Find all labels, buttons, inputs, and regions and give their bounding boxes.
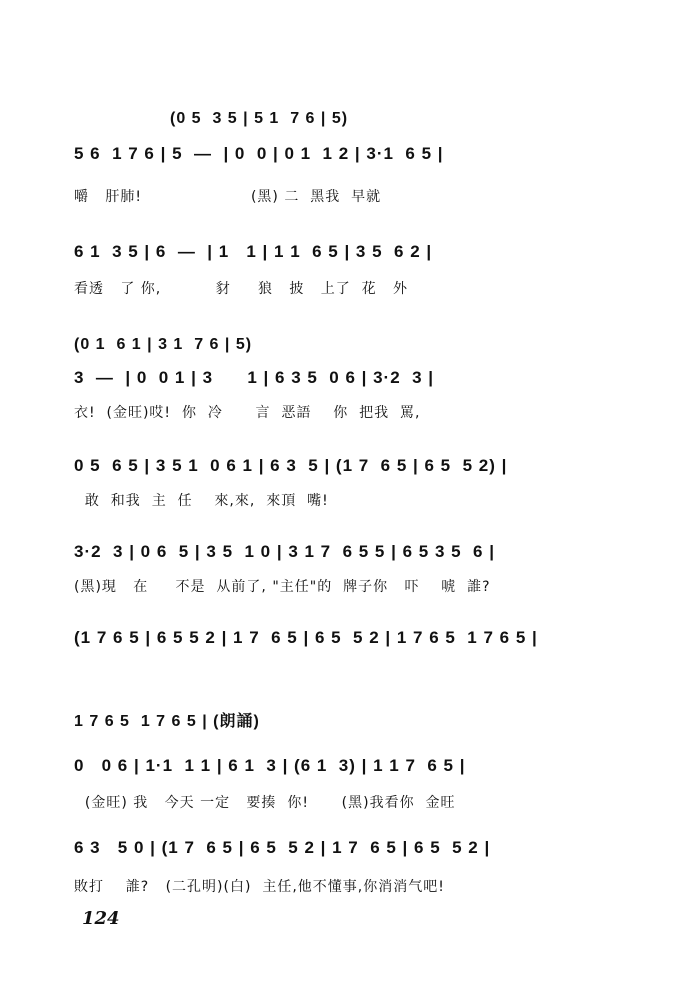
lyrics-line: 看透 了 你, 豺 狼 披 上了 花 外 bbox=[74, 281, 408, 297]
upper-notes: 1 7 6 5 1 7 6 5 | (朗誦) bbox=[74, 713, 260, 730]
lyrics-line: 衣! (金旺)哎! 你 冷 言 恶語 你 把我 罵, bbox=[74, 405, 421, 421]
notes-line: (1 7 6 5 | 6 5 5 2 | 1 7 6 5 | 6 5 5 2 | 1 7 6 5 1 7 6 5 | bbox=[74, 628, 538, 647]
notes-line: 0 5 6 5 | 3 5 1 0 6 1 | 6 3 5 | (1 7 6 5 | 6 5 5 2) | bbox=[74, 456, 508, 475]
upper-notes: (0 1 6 1 | 3 1 7 6 | 5) bbox=[74, 336, 253, 353]
notes-line: 6 1 3 5 | 6 — | 1 1 | 1 1 6 5 | 3 5 6 2 | bbox=[74, 242, 433, 261]
lyrics-line: (黑)現 在 不是 从前了, "主任"的 牌子你 吓 唬 誰? bbox=[74, 579, 491, 595]
lyrics-line: (金旺) 我 今天 一定 要揍 你! (黑)我看你 金旺 bbox=[74, 795, 456, 811]
lyrics-line: 嚼 肝肺! (黑) 二 黑我 早就 bbox=[74, 189, 382, 205]
notes-line: 6 3 5 0 | (1 7 6 5 | 6 5 5 2 | 1 7 6 5 | 6 5 5 2 | bbox=[74, 838, 491, 857]
lyrics-line: 敢 和我 主 任 來,來, 來頂 嘴! bbox=[74, 493, 329, 509]
lyrics-line: 敗打 誰? (二孔明)(白) 主任,他不懂事,你消消气吧! bbox=[74, 879, 445, 895]
notes-line: 5 6 1 7 6 | 5 — | 0 0 | 0 1 1 2 | 3·1 6 5 | bbox=[74, 144, 444, 163]
upper-notes: (0 5 3 5 | 5 1 7 6 | 5) bbox=[170, 110, 349, 127]
notes-line: 0 0 6 | 1·1 1 1 | 6 1 3 | (6 1 3) | 1 1 7 6 5 | bbox=[74, 756, 466, 775]
notes-line: 3 — | 0 0 1 | 3 1 | 6 3 5 0 6 | 3·2 3 | bbox=[74, 368, 435, 387]
page-number: 124 bbox=[82, 908, 120, 929]
notes-line: 3·2 3 | 0 6 5 | 3 5 1 0 | 3 1 7 6 5 5 | 6 5 3 5 6 | bbox=[74, 542, 495, 561]
